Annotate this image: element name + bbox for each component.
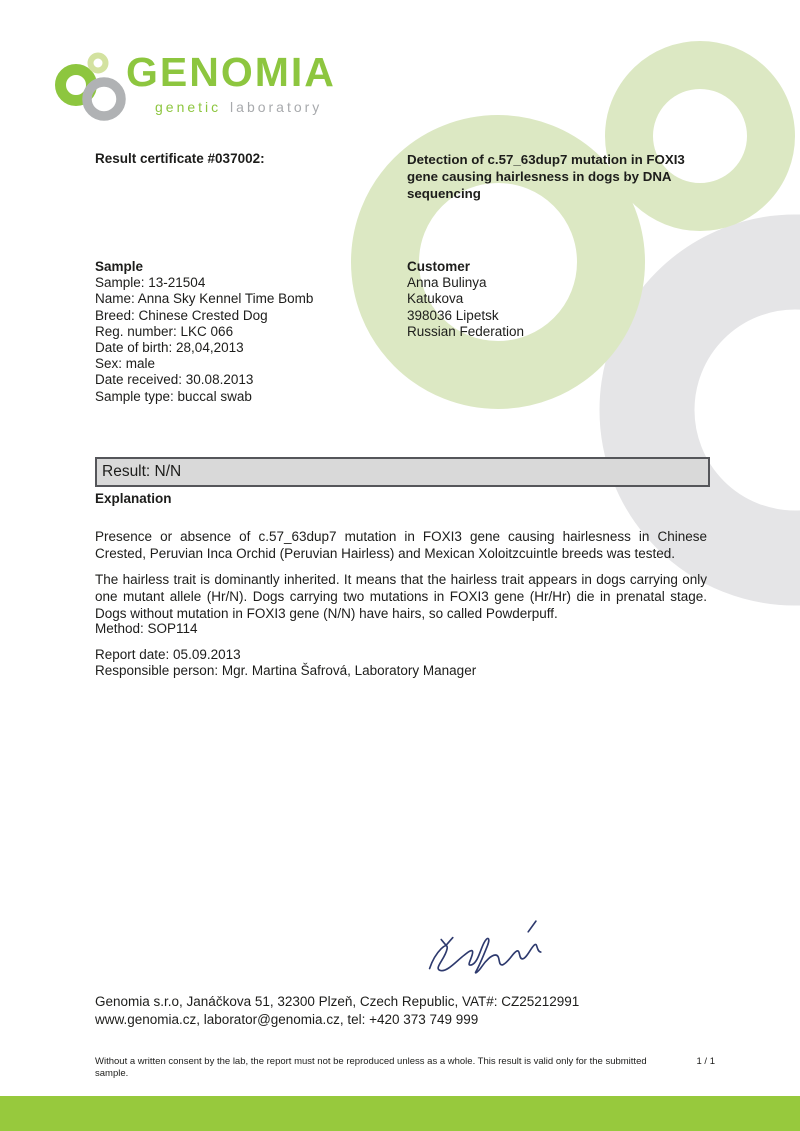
footer-address: Genomia s.r.o, Janáčkova 51, 32300 Plzeň, Czech Republic, VAT#: CZ25212991: [95, 994, 580, 1009]
customer-line: 398036 Lipetsk: [407, 307, 499, 323]
customer-section: [407, 259, 707, 340]
result-box: Result: N/N: [95, 457, 710, 487]
responsible-person-line: Responsible person: Mgr. Martina Šafrová, Laboratory Manager: [95, 663, 477, 678]
sample-line: Date of birth: 28,04,2013: [95, 340, 244, 356]
brand-name: GENOMIA: [126, 49, 336, 95]
footer-contact: www.genomia.cz, laborator@genomia.cz, tel: +420 373 749 999: [95, 1012, 479, 1027]
footer-accent-bar: [0, 1096, 800, 1131]
tagline-genetic: genetic: [155, 99, 222, 115]
certificate-number-label: Result certificate #037002:: [95, 151, 265, 166]
customer-line: Russian Federation: [407, 323, 525, 339]
customer-line: Anna Bulinya: [407, 275, 487, 291]
sample-line: Name: Anna Sky Kennel Time Bomb: [95, 291, 314, 307]
sample-line: Sample: 13-21504: [95, 275, 206, 291]
method-line: Method: SOP114: [95, 621, 198, 636]
explanation-paragraph: Presence or absence of c.57_63dup7 mutation in FOXI3 gene causing hairlesness in Chinese Crested, Peruvian Inca Orchid (Peruvian Hairless) and Mexican Xoloitzcuintle breeds was tested.: [95, 528, 707, 561]
report-date-line: Report date: 05.09.2013: [95, 647, 241, 662]
tagline-laboratory: laboratory: [230, 99, 323, 115]
sample-heading: Sample: [95, 259, 144, 274]
sample-line: Date received: 30.08.2013: [95, 372, 254, 388]
disclaimer-text: Without a written consent by the lab, the report must not be reproduced unless as a whole. This result is valid only for the submitted sample.: [95, 1056, 647, 1079]
customer-heading: Customer: [407, 259, 471, 274]
logo-circles-icon: [53, 46, 137, 124]
customer-line: Katukova: [407, 291, 464, 307]
sample-line: Sample type: buccal swab: [95, 388, 252, 404]
sample-line: Sex: male: [95, 356, 156, 372]
test-title: Detection of c.57_63dup7 mutation in FOXI3 gene causing hairlesness in dogs by DNA sequencing: [407, 152, 685, 201]
sample-line: Breed: Chinese Crested Dog: [95, 307, 268, 323]
explanation-paragraph: The hairless trait is dominantly inherited. It means that the hairless trait appears in dogs carrying only one mutant allele (Hr/N). Dogs carrying two mutations in FOXI3 gene (Hr/Hr) die in prenatal stage. Dogs without mutation in FOXI3 gene (N/N) have hairs, so called Powderpuff.: [95, 571, 707, 621]
signature: [418, 916, 563, 994]
page-number: 1 / 1: [696, 1056, 715, 1067]
sample-line: Reg. number: LKC 066: [95, 323, 234, 339]
explanation-heading: Explanation: [95, 491, 172, 506]
brand-tagline: [155, 99, 322, 115]
sample-section: [95, 259, 395, 405]
disclaimer-row: [95, 1056, 715, 1080]
